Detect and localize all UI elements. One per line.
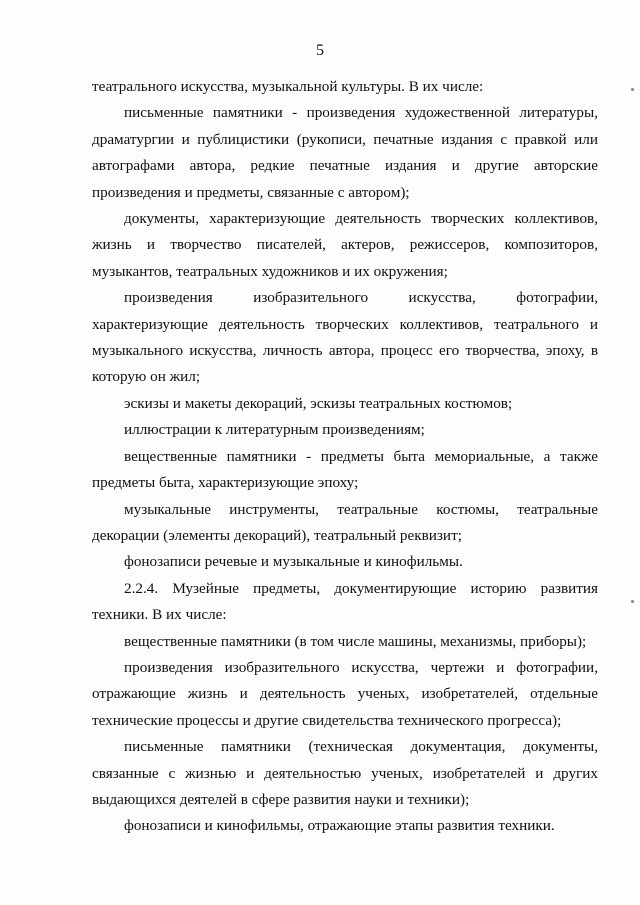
document-body — [92, 74, 598, 840]
paragraph-instruments: музыкальные инструменты, театральные костюмы, театральные декорации (элементы декораций), театральный реквизит; — [92, 500, 598, 544]
paragraph-tech-written: письменные памятники (техническая документация, документы, связанные с жизнью и деятельностью ученых, изобретателей и других выдающихся деятелей в сфере развития науки и техники); — [92, 738, 598, 808]
paragraph-section-2-2-4: 2.2.4. Музейные предметы, документирующие историю развития техники. В их числе: — [92, 579, 598, 624]
paragraph-intro: театрального искусства, музыкальной культуры. В их числе: — [92, 78, 484, 95]
paragraph-material-monuments: вещественные памятники - предметы быта мемориальные, а также предметы быта, характеризующие эпоху; — [92, 447, 598, 492]
paragraph-recordings: фонозаписи речевые и музыкальные и кинофильмы. — [124, 553, 463, 571]
scan-speck — [631, 88, 634, 91]
page-number: 5 — [316, 42, 324, 59]
paragraph-written-monuments: письменные памятники - произведения художественной литературы, драматургии и публицистики (рукописи, печатные издания с правкой или автографами автора, редкие печатные издания и другие авторские произведения и предметы, связанные с автором); — [92, 104, 598, 201]
scan-speck — [631, 600, 634, 603]
paragraph-fine-art: произведения изобразительного искусства, фотографии, характеризующие деятельность творческих коллективов, театрального и музыкального искусства, личность автора, процесс его творчества, эпоху, в которую он жил; — [92, 289, 598, 386]
paragraph-sketches: эскизы и макеты декораций, эскизы театральных костюмов; — [124, 394, 513, 412]
paragraph-illustrations: иллюстрации к литературным произведениям; — [124, 421, 425, 439]
paragraph-documents: документы, характеризующие деятельность творческих коллективов, жизнь и творчество писателей, актеров, режиссеров, композиторов, музыкантов, театральных художников и их окружения; — [92, 210, 598, 280]
paragraph-tech-art: произведения изобразительного искусства, чертежи и фотографии, отражающие жизнь и деятельность ученых, изобретателей, отдельные технические процессы и другие свидетельства технического прогресса); — [92, 658, 598, 729]
paragraph-tech-material: вещественные памятники (в том числе машины, механизмы, приборы); — [124, 632, 587, 650]
paragraph-tech-recordings: фонозаписи и кинофильмы, отражающие этапы развития техники. — [124, 817, 555, 835]
